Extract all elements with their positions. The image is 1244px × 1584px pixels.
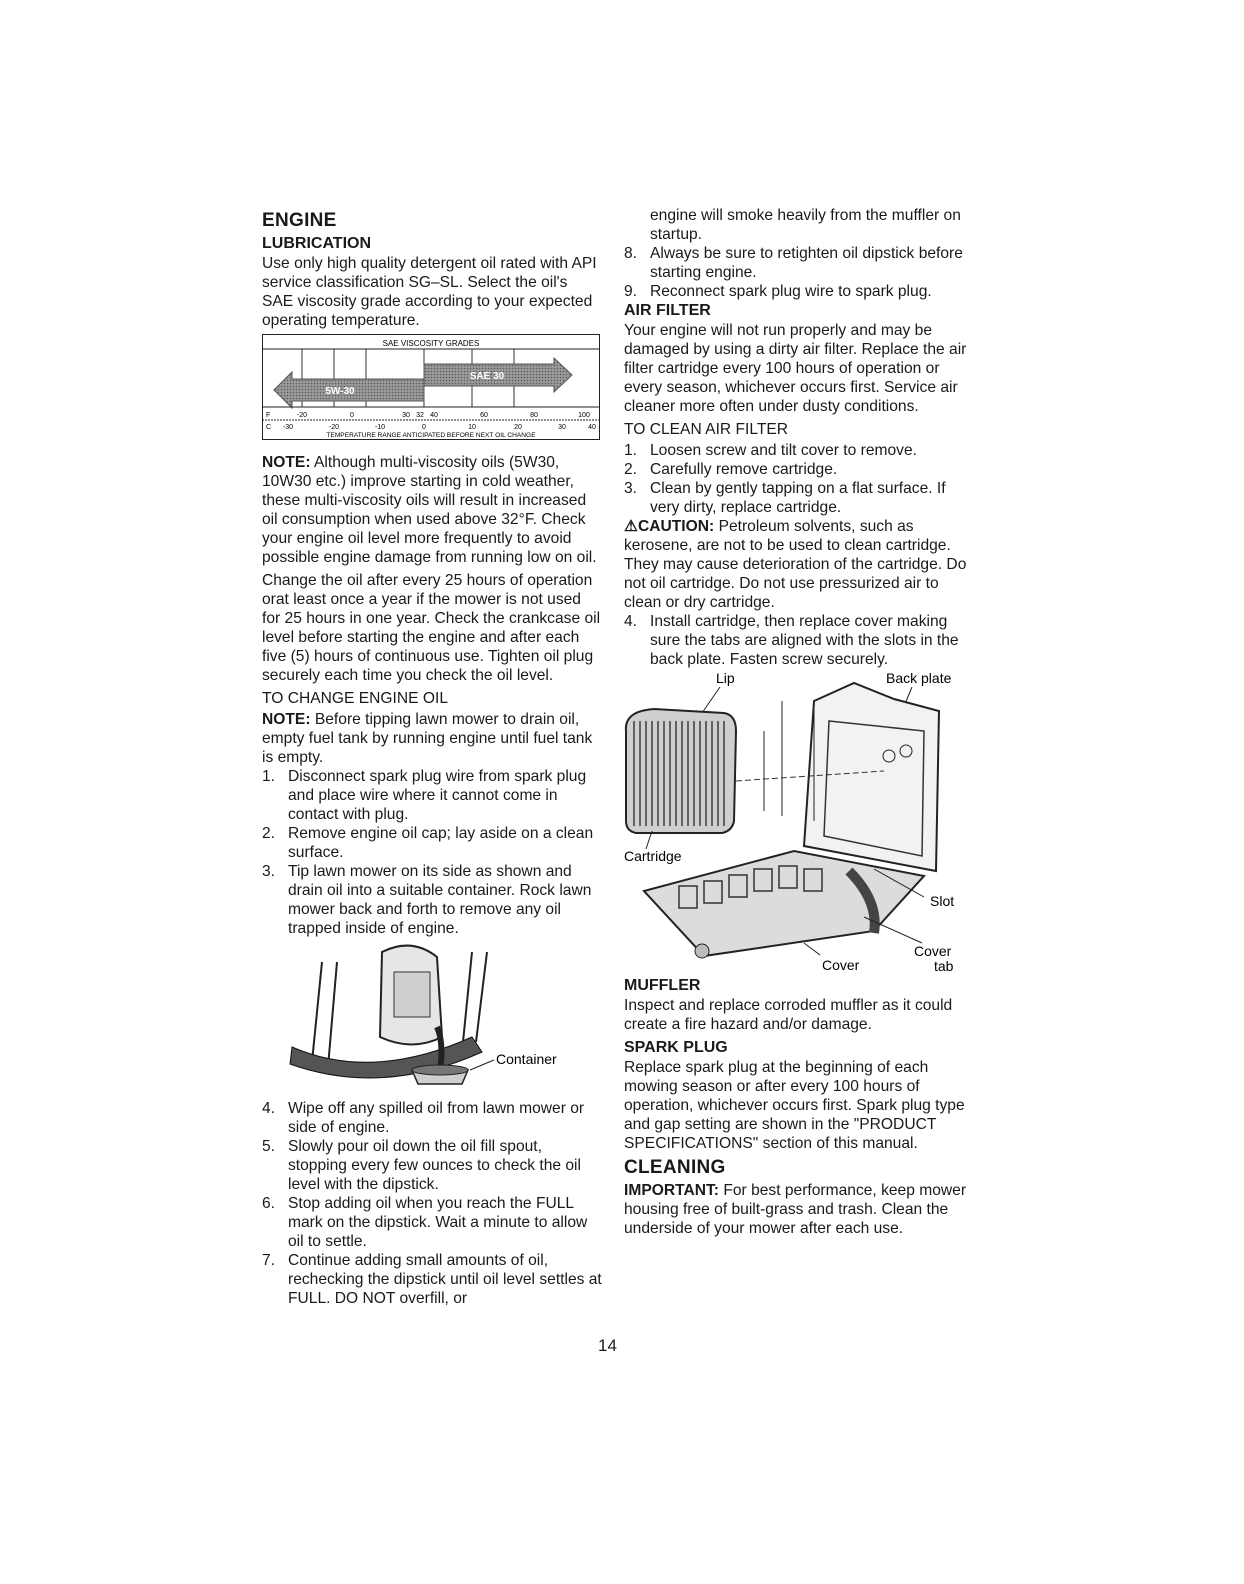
svg-text:0: 0 bbox=[422, 424, 426, 431]
muffler-heading: MUFFLER bbox=[624, 977, 701, 994]
svg-text:-10: -10 bbox=[374, 424, 386, 431]
svg-text:100: 100 bbox=[578, 412, 590, 419]
svg-text:20: 20 bbox=[514, 424, 522, 431]
to-change-oil-heading: TO CHANGE ENGINE OIL bbox=[262, 690, 449, 707]
svg-text:80: 80 bbox=[530, 412, 538, 419]
cleaning-heading: CLEANING bbox=[624, 1157, 726, 1178]
svg-text:60: 60 bbox=[480, 412, 488, 419]
chart-footer: TEMPERATURE RANGE ANTICIPATED BEFORE NEXT OIL CHANGE bbox=[326, 432, 536, 439]
svg-text:30: 30 bbox=[402, 412, 410, 419]
list-item: 1. Loosen screw and tilt cover to remove. bbox=[624, 442, 917, 459]
spark-plug-text: Replace spark plug at the beginning of each mowing season or after every 100 hours of operation, whichever occurs first. Spark plug type and gap setting are shown in the "PRODUCT SPECIFICATIONS" section of this manual. bbox=[624, 1059, 965, 1152]
svg-text:-20: -20 bbox=[296, 412, 308, 419]
engine-heading: ENGINE bbox=[262, 210, 337, 231]
change-oil-text: Change the oil after every 25 hours of operation orat least once a year if the mower is not used for 25 hours in one year. Check the crankcase oil level before starting the engine and after each five (5) hours of continuous use. Tighten oil plug securely each time you check the oil level. bbox=[262, 572, 601, 684]
cover-tab-label-2: tab bbox=[934, 958, 954, 971]
list-item: 3. Clean by gently tapping on a flat surface. If very dirty, replace cartridge. bbox=[624, 480, 946, 516]
clean-steps-list-2 bbox=[624, 612, 969, 669]
note1: NOTE: Although multi-viscosity oils (5W30, 10W30 etc.) improve starting in cold weather, these multi-viscosity oils will result in increased oil consumption when used above 32°F. Check your engine oil level more frequently to avoid possible engine damage from running low on oil. bbox=[262, 454, 597, 566]
list-item: 1. Disconnect spark plug wire from spark plug and place wire where it cannot come in contact with plug. bbox=[262, 768, 587, 823]
to-clean-air-filter-heading: TO CLEAN AIR FILTER bbox=[624, 421, 789, 438]
list-item: 7. Continue adding small amounts of oil, rechecking the dipstick until oil level settles at FULL. DO NOT overfill, or bbox=[262, 1252, 602, 1307]
svg-text:0: 0 bbox=[350, 412, 354, 419]
continued-text: engine will smoke heavily from the muffler on startup. bbox=[650, 207, 961, 243]
left-column bbox=[262, 206, 602, 1308]
cartridge-label: Cartridge bbox=[624, 848, 682, 864]
cover-tab-label-1: Cover bbox=[914, 943, 952, 959]
air-filter-diagram bbox=[624, 671, 969, 976]
lubrication-heading: LUBRICATION bbox=[262, 235, 372, 252]
list-item: 6. Stop adding oil when you reach the FULL mark on the dipstick. Wait a minute to allow oil to settle. bbox=[262, 1195, 588, 1250]
svg-text:40: 40 bbox=[430, 412, 438, 419]
sae30-label: SAE 30 bbox=[469, 371, 505, 382]
sae-viscosity-chart bbox=[262, 334, 602, 445]
warning-triangle-icon: ⚠ bbox=[624, 518, 638, 535]
air-filter-text: Your engine will not run properly and may be damaged by using a dirty air filter. Replace the air filter cartridge every 100 hours of operation or every season, whichever occurs first. Service air cleaner more often under dusty conditions. bbox=[624, 322, 967, 415]
svg-text:32: 32 bbox=[416, 412, 424, 419]
list-item: 4. Wipe off any spilled oil from lawn mower or side of engine. bbox=[262, 1100, 585, 1136]
list-item: 2. Remove engine oil cap; lay aside on a clean surface. bbox=[262, 825, 594, 861]
container-label: Container bbox=[496, 1051, 557, 1067]
list-item: 3. Tip lawn mower on its side as shown and drain oil into a suitable container. Rock lawn mower back and forth to remove any oil trapped inside of engine. bbox=[262, 863, 592, 937]
list-item: 9. Reconnect spark plug wire to spark plug. bbox=[624, 283, 932, 300]
steps-list-c bbox=[624, 244, 969, 301]
slot-label: Slot bbox=[930, 893, 955, 909]
list-item: 5. Slowly pour oil down the oil fill spout, stopping every few ounces to check the oil level with the dipstick. bbox=[262, 1138, 581, 1193]
svg-text:10: 10 bbox=[468, 424, 476, 431]
list-item: 4. Install cartridge, then replace cover making sure the tabs are aligned with the slots in the back plate. Fasten screw securely. bbox=[624, 613, 959, 668]
page-number: 14 bbox=[598, 1336, 617, 1355]
list-item: 8. Always be sure to retighten oil dipstick before starting engine. bbox=[624, 245, 963, 281]
svg-text:30: 30 bbox=[558, 424, 566, 431]
list-item: 2. Carefully remove cartridge. bbox=[624, 461, 838, 478]
svg-text:40: 40 bbox=[588, 424, 596, 431]
note2: NOTE: Before tipping lawn mower to drain oil, empty fuel tank by running engine until fuel tank is empty. bbox=[262, 711, 593, 766]
svg-text:F: F bbox=[266, 412, 271, 419]
important-text: IMPORTANT: For best performance, keep mower housing free of built-grass and trash. Clean the underside of your mower after each use. bbox=[624, 1182, 967, 1237]
steps-list-b bbox=[262, 1099, 602, 1308]
steps-list-a bbox=[262, 767, 602, 938]
right-column bbox=[624, 206, 969, 1238]
lip-label: Lip bbox=[716, 671, 735, 686]
caution: ⚠CAUTION: Petroleum solvents, such as kerosene, are not to be used to clean cartridge. They may cause deterioration of the cartridge. Do not oil cartridge. Do not use pressurized air to clean or dry cartridge. bbox=[624, 518, 967, 611]
muffler-text: Inspect and replace corroded muffler as it could create a fire hazard and/or damage. bbox=[624, 997, 953, 1033]
spark-plug-heading: SPARK PLUG bbox=[624, 1039, 728, 1056]
back-plate-label: Back plate bbox=[886, 671, 952, 686]
oil-drain-illustration bbox=[262, 942, 602, 1097]
cover-label: Cover bbox=[822, 957, 860, 971]
svg-text:-20: -20 bbox=[328, 424, 340, 431]
air-filter-heading: AIR FILTER bbox=[624, 302, 711, 319]
5w30-label: 5W-30 bbox=[325, 386, 355, 397]
svg-text:C: C bbox=[266, 424, 272, 431]
svg-text:-30: -30 bbox=[282, 424, 294, 431]
chart-title: SAE VISCOSITY GRADES bbox=[382, 339, 480, 348]
clean-steps-list bbox=[624, 441, 969, 517]
lubrication-text: Use only high quality detergent oil rated with API service classification SG–SL. Select the oil's SAE viscosity grade according to your expected operating temperature. bbox=[262, 255, 597, 329]
